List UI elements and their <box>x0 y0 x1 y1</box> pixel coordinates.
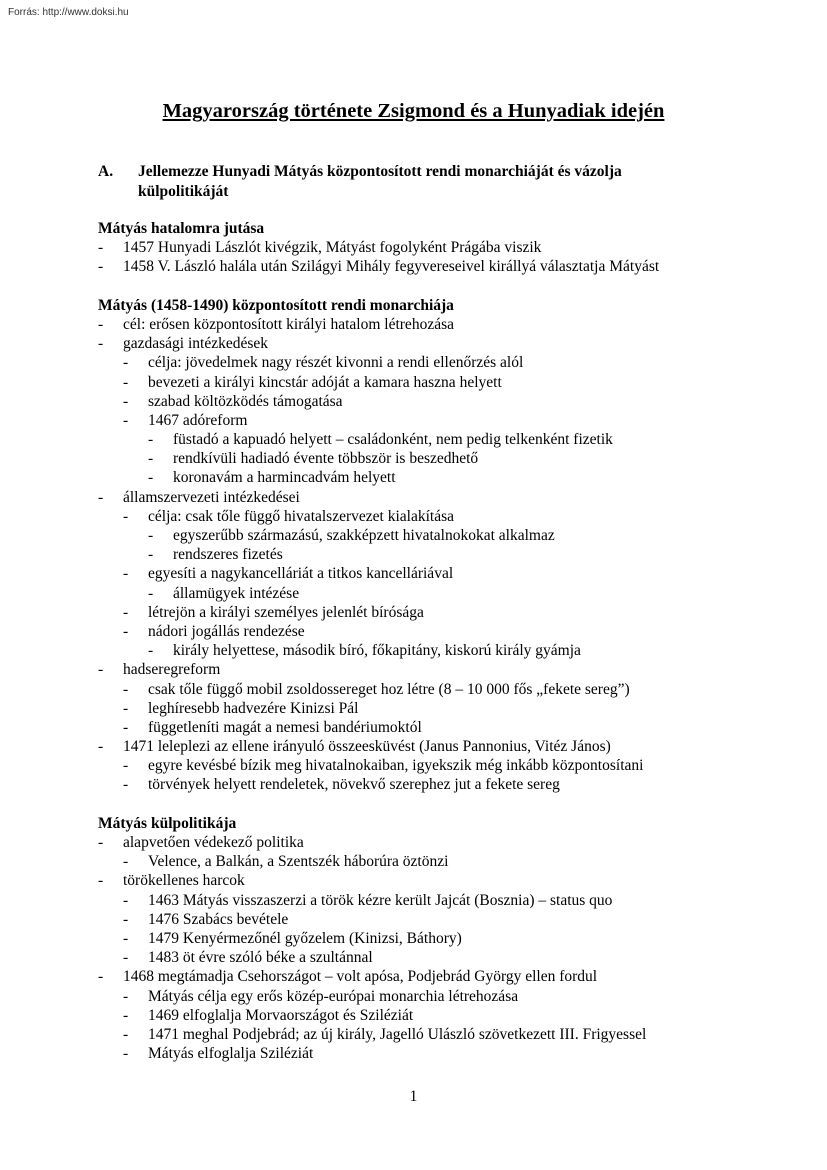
list-item-text: függetleníti magát a nemesi bandériumoktól <box>148 718 422 736</box>
list-item <box>98 833 738 852</box>
bullet-dash: - <box>98 258 104 276</box>
list-item-text: létrejön a királyi személyes jelenlét bírósága <box>148 603 424 621</box>
list-item-text: egyszerűbb származású, szakképzett hivatalnokokat alkalmaz <box>173 527 555 544</box>
list-item-text: rendkívüli hadiadó évente többször is beszedhető <box>173 450 479 468</box>
bullet-dash: - <box>123 373 129 391</box>
list-item-text: király helyettese, második bíró, főkapitány, kiskorú király gyámja <box>173 642 581 660</box>
list-item-text: 1457 Hunyadi Lászlót kivégzik, Mátyást fogolyként Prágába viszik <box>123 239 542 257</box>
bullet-dash: - <box>123 776 129 794</box>
list-item <box>98 564 738 583</box>
list-item <box>98 641 738 660</box>
list-item-text: csak tőle függő mobil zsoldossereget hoz létre (8 – 10 000 fős „fekete sereg”) <box>148 680 630 698</box>
bullet-dash: - <box>98 872 104 890</box>
list-item <box>98 871 738 890</box>
bullet-dash: - <box>148 642 154 660</box>
list-item <box>98 507 738 526</box>
bullet-dash: - <box>123 891 129 909</box>
list-item <box>98 1044 738 1063</box>
bullet-dash: - <box>148 450 154 468</box>
bullet-dash: - <box>123 757 129 775</box>
list-item-text: cél: erősen központosított királyi hatalom létrehozása <box>123 315 454 333</box>
list-item-text: rendszeres fizetés <box>173 546 283 564</box>
list-item-text: törökellenes harcok <box>123 872 245 890</box>
list-item-text: törvények helyett rendeletek, növekvő szerephez jut a fekete sereg <box>148 776 560 794</box>
list-item <box>98 449 738 468</box>
list-item <box>98 660 738 679</box>
list-item-text: 1471 leleplezi az ellene irányuló összeesküvést (Janus Pannonius, Vitéz János) <box>123 738 611 756</box>
list-item <box>98 929 738 948</box>
section-a-letter: A. <box>98 163 114 180</box>
list-item-text: Mátyás célja egy erős közép-európai monarchia létrehozása <box>148 987 519 1005</box>
list-item <box>98 1006 738 1025</box>
section-spacer <box>98 277 738 296</box>
list-item <box>98 238 738 257</box>
list-item <box>98 353 738 372</box>
bullet-dash: - <box>123 987 129 1005</box>
bullet-dash: - <box>123 699 129 717</box>
list-item-text: 1463 Mátyás visszaszerzi a török kézre került Jajcát (Bosznia) – status quo <box>148 891 613 909</box>
list-item <box>98 756 738 775</box>
source-url: Forrás: http://www.doksi.hu <box>8 7 129 18</box>
list-item-text: egyre kevésbé bízik meg hivatalnokaiban, igyekszik még inkább központosítani <box>148 757 644 775</box>
list-item-text: hadseregreform <box>123 661 221 679</box>
bullet-dash: - <box>148 527 154 544</box>
page-number: 1 <box>409 1088 418 1105</box>
bullet-dash: - <box>123 910 129 928</box>
bullet-dash: - <box>123 718 129 736</box>
list-item-text: célja: jövedelmek nagy részét kivonni a rendi ellenőrzés alól <box>148 354 524 372</box>
section-heading: Mátyás hatalomra jutása <box>98 220 265 237</box>
section-heading: Mátyás (1458-1490) központosított rendi monarchiája <box>98 296 454 314</box>
list-item-text: alapvetően védekező politika <box>123 834 304 851</box>
list-item-text: 1467 adóreform <box>148 411 248 429</box>
bullet-dash: - <box>148 469 154 487</box>
list-item <box>98 967 738 986</box>
section-a-text: Jellemezze Hunyadi Mátyás központosított rendi monarchiáját és vázolja külpolitikáját <box>138 163 622 200</box>
bullet-dash: - <box>148 546 154 564</box>
list-item-text: bevezeti a királyi kincstár adóját a kamara haszna helyett <box>148 373 502 391</box>
list-item <box>98 315 738 334</box>
bullet-dash: - <box>148 431 154 449</box>
list-item <box>98 718 738 737</box>
section-spacer <box>98 795 738 814</box>
list-item-text: gazdasági intézkedések <box>123 335 269 353</box>
list-item <box>98 910 738 929</box>
list-item-text: Velence, a Balkán, a Szentszék háborúra öztönzi <box>148 853 449 871</box>
list-item-text: államszervezeti intézkedései <box>123 488 300 506</box>
list-item <box>98 468 738 487</box>
list-item-text: 1468 megtámadja Csehországot – volt apósa, Podjebrád György ellen fordul <box>123 968 598 986</box>
bullet-dash: - <box>123 507 129 525</box>
bullet-dash: - <box>123 680 129 698</box>
list-item-text: 1479 Kenyérmezőnél győzelem (Kinizsi, Báthory) <box>148 929 462 947</box>
list-item <box>98 680 738 699</box>
bullet-dash: - <box>123 1006 129 1024</box>
list-item <box>98 257 738 276</box>
bullet-dash: - <box>123 565 129 583</box>
list-item <box>98 699 738 718</box>
bullet-dash: - <box>123 1045 129 1063</box>
list-item <box>98 545 738 564</box>
bullet-dash: - <box>98 661 104 679</box>
list-item <box>98 775 738 794</box>
bullet-dash: - <box>123 603 129 621</box>
list-item-text: 1483 öt évre szóló béke a szultánnal <box>148 949 373 967</box>
list-item-text: 1476 Szabács bevétele <box>148 910 289 928</box>
bullet-dash: - <box>98 335 104 353</box>
bullet-dash: - <box>98 738 104 756</box>
bullet-dash: - <box>98 488 104 506</box>
list-item-text: koronavám a harmincadvám helyett <box>173 469 396 487</box>
bullet-dash: - <box>123 949 129 967</box>
list-item-text: szabad költözködés támogatása <box>148 392 343 410</box>
bullet-dash: - <box>123 392 129 410</box>
section-heading: Mátyás külpolitikája <box>98 814 237 832</box>
list-item <box>98 1025 738 1044</box>
list-item-text: Mátyás elfoglalja Sziléziát <box>148 1045 314 1063</box>
bullet-dash: - <box>123 1025 129 1043</box>
bullet-dash: - <box>98 239 104 257</box>
bullet-dash: - <box>98 834 104 851</box>
list-item <box>98 584 738 603</box>
document-body <box>98 219 738 1063</box>
list-item <box>98 373 738 392</box>
list-item-text: 1471 meghal Podjebrád; az új király, Jagelló Ulászló szövetkezett III. Frigyessel <box>148 1025 647 1043</box>
section-a-question <box>98 162 658 202</box>
list-item <box>98 411 738 430</box>
list-item-text: leghíresebb hadvezére Kinizsi Pál <box>148 699 359 717</box>
list-item <box>98 737 738 756</box>
list-item-text: nádori jogállás rendezése <box>148 622 305 640</box>
bullet-dash: - <box>148 584 154 602</box>
bullet-dash: - <box>123 411 129 429</box>
list-item <box>98 430 738 449</box>
list-item <box>98 392 738 411</box>
list-item <box>98 852 738 871</box>
list-item <box>98 603 738 622</box>
list-item <box>98 488 738 507</box>
list-item <box>98 987 738 1006</box>
list-item-text: államügyek intézése <box>173 584 300 602</box>
list-item-text: 1469 elfoglalja Morvaországot és Sziléziát <box>148 1006 414 1024</box>
document-title: Magyarország története Zsigmond és a Hunyadiak idején <box>162 100 665 122</box>
bullet-dash: - <box>98 968 104 986</box>
list-item <box>98 948 738 967</box>
bullet-dash: - <box>98 315 104 333</box>
list-item-text: füstadó a kapuadó helyett – családonként, nem pedig telkenként fizetik <box>173 431 613 449</box>
list-item <box>98 622 738 641</box>
list-item-text: egyesíti a nagykancelláriát a titkos kancelláriával <box>148 565 454 583</box>
bullet-dash: - <box>123 622 129 640</box>
bullet-dash: - <box>123 929 129 947</box>
list-item <box>98 526 738 545</box>
list-item <box>98 334 738 353</box>
list-item <box>98 891 738 910</box>
list-item-text: 1458 V. László halála után Szilágyi Mihály fegyvereseivel királlyá választatja Mátyást <box>123 258 660 276</box>
bullet-dash: - <box>123 354 129 372</box>
bullet-dash: - <box>123 853 129 871</box>
list-item-text: célja: csak tőle függő hivatalszervezet kialakítása <box>148 507 454 525</box>
